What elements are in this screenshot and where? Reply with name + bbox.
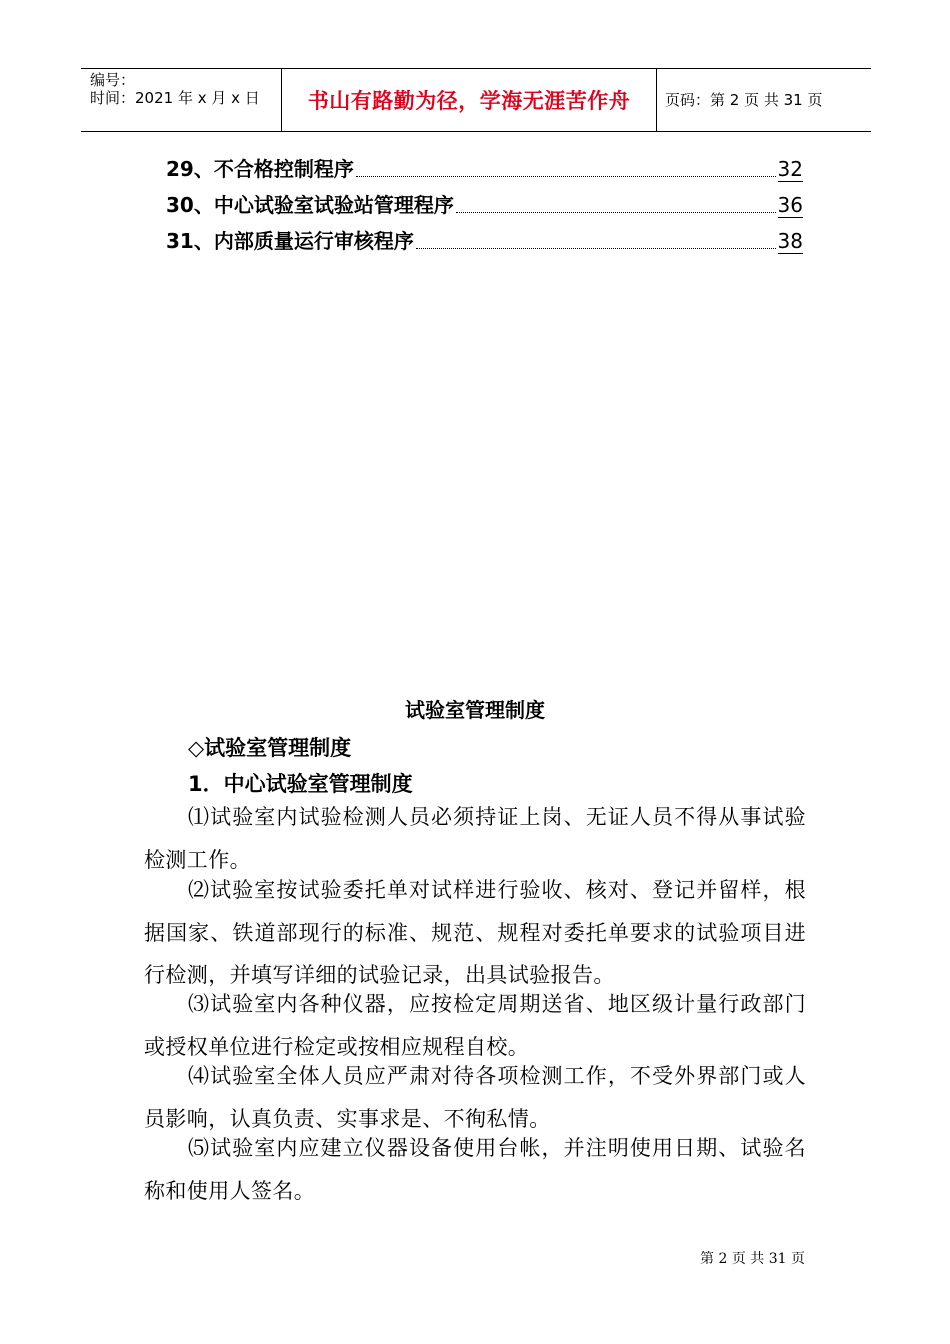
toc-entry[interactable] — [166, 190, 803, 218]
toc-entry[interactable] — [166, 226, 803, 254]
time-label: 时间：2021 年 x 月 x 日 — [90, 89, 260, 107]
header-meta — [81, 69, 281, 131]
toc-entry-page: 38 — [777, 229, 803, 253]
toc-entry-title: 30、中心试验室试验站管理程序 — [166, 193, 454, 217]
toc-leader — [356, 176, 776, 177]
toc-leader — [456, 212, 776, 213]
code-label: 编号： — [90, 71, 136, 89]
header-motto-cell — [281, 69, 657, 131]
page-header — [81, 68, 871, 132]
toc-entry[interactable] — [166, 154, 803, 182]
header-page-info: 页码：第 2 页 共 31 页 — [665, 91, 823, 109]
paragraph: ⑶试验室内各种仪器，应按检定周期送省、地区级计量行政部门或授权单位进行检定或按相应规程自校。 — [144, 992, 806, 1059]
subsection-heading: 1．中心试验室管理制度 — [188, 772, 413, 796]
toc-entry-page: 32 — [777, 157, 803, 181]
motto: 书山有路勤为径，学海无涯苦作舟 — [307, 89, 631, 113]
paragraph: ⑴试验室内试验检测人员必须持证上岗、无证人员不得从事试验检测工作。 — [144, 805, 806, 872]
toc-entry-title: 31、内部质量运行审核程序 — [166, 229, 414, 253]
toc-entry-page: 36 — [777, 193, 803, 217]
paragraph: ⑸试验室内应建立仪器设备使用台帐，并注明使用日期、试验名称和使用人签名。 — [144, 1136, 806, 1203]
paragraph: ⑵试验室按试验委托单对试样进行验收、核对、登记并留样，根据国家、铁道部现行的标准、规范、规程对委托单要求的试验项目进行检测，并填写详细的试验记录，出具试验报告。 — [144, 878, 806, 987]
document-title: 试验室管理制度 — [405, 698, 545, 722]
section-heading: ◇试验室管理制度 — [188, 736, 352, 760]
toc-entry-title: 29、不合格控制程序 — [166, 157, 354, 181]
toc-leader — [416, 248, 776, 249]
paragraph: ⑷试验室全体人员应严肃对待各项检测工作，不受外界部门或人员影响，认真负责、实事求是、不徇私情。 — [144, 1064, 806, 1131]
page-footer: 第 2 页 共 31 页 — [700, 1251, 805, 1267]
